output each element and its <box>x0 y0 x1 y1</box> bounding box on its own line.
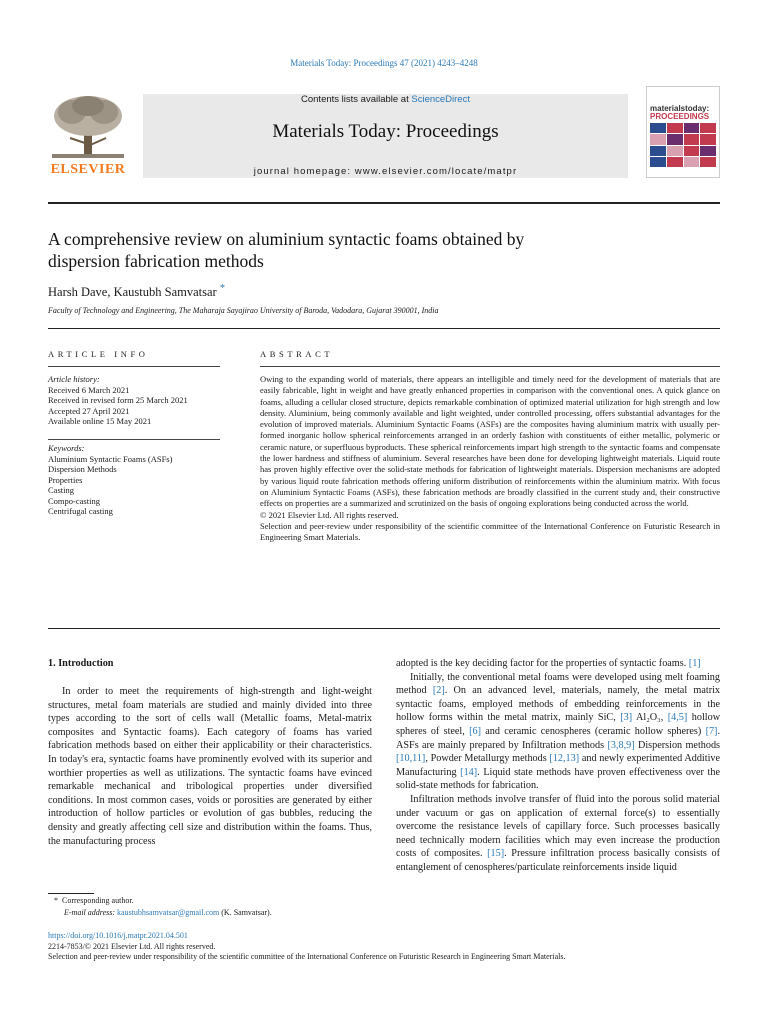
paper-title <box>48 228 668 272</box>
citation-link[interactable]: [4,5] <box>667 712 688 724</box>
cover-title-line-1: materialstoday: <box>650 104 710 113</box>
authors <box>48 283 225 300</box>
header-divider <box>48 202 720 204</box>
footer <box>48 931 565 963</box>
citation-link[interactable]: [6] <box>469 725 481 737</box>
abstract-heading: ABSTRACT <box>260 349 334 359</box>
keyword: Compo-casting <box>48 495 100 506</box>
citation-link[interactable]: [15] <box>487 848 505 860</box>
corresponding-author-mark[interactable]: * <box>219 283 226 294</box>
intro-paragraph <box>396 657 720 671</box>
cover-title-line-2: PROCEEDINGS <box>650 112 710 121</box>
email-label: E-mail address: <box>64 908 116 917</box>
doi-link[interactable]: https://doi.org/10.1016/j.matpr.2021.04.501 <box>48 931 188 940</box>
intro-text: Dispersion methods <box>637 739 721 751</box>
keyword: Centrifugal casting <box>48 506 113 516</box>
citation-link[interactable]: [12,13] <box>549 753 580 765</box>
abstract-body <box>260 374 720 543</box>
citation-link[interactable]: [1] <box>688 658 701 669</box>
intro-text: and newly experimented Additive Manufacturing <box>396 753 721 778</box>
title-line-2: dispersion fabrication methods <box>48 251 264 271</box>
email-link[interactable]: kaustubhsamvatsar@gmail.com <box>117 908 220 917</box>
elsevier-wordmark: ELSEVIER <box>50 162 126 177</box>
citation-link[interactable]: [10,11] <box>396 753 426 765</box>
history-item: Accepted 27 April 2021 <box>48 405 130 416</box>
journal-header-band <box>143 94 628 178</box>
history-item: Received in revised form 25 March 2021 <box>48 395 188 405</box>
citation-link[interactable]: [7] <box>705 725 718 737</box>
intro-text: hollow spheres of steel, <box>396 712 721 737</box>
intro-text: and ceramic cenospheres (ceramic hollow spheres) <box>485 725 702 737</box>
footer-peer-review: Selection and peer-review under responsibility of the scientific committee of the International Conference on Futuristic Research in Engineering Smart Materials. <box>48 952 566 961</box>
intro-text: Al₂O₃, <box>636 712 664 724</box>
contents-available <box>143 94 628 105</box>
journal-title: Materials Today: Proceedings <box>272 121 499 142</box>
footnote-corresponding: Corresponding author. <box>62 896 134 905</box>
issn-copyright: 2214-7853/© 2021 Elsevier Ltd. All rights reserved. <box>48 941 216 951</box>
article-history <box>48 374 220 427</box>
intro-text: . On an advanced level, materials, namely, the metal matrix syntactic foams, employed methods of embedding reinforcements in the hollow forms within the metal matrix, mainly SiC, <box>396 685 721 724</box>
abstract-divider <box>48 628 720 629</box>
sciencedirect-link[interactable]: ScienceDirect <box>411 94 470 105</box>
intro-text: Infiltration methods involve transfer of fluid into the porous solid material under vacuum or gas on application of external force(s) to essentially overcome the resistance levels of capillary force. Such processes basically need technically modern facilities which may even increase the production costs of composites. <box>396 793 720 860</box>
article-info-heading: ARTICLE INFO <box>48 349 149 359</box>
article-info-rule <box>48 366 220 367</box>
keywords <box>48 443 220 517</box>
citation-link[interactable]: [2] <box>432 685 445 697</box>
intro-right-column <box>396 657 720 875</box>
citation-link[interactable]: [14] <box>460 766 478 778</box>
history-label: Article history: <box>48 374 100 384</box>
keyword: Properties <box>48 474 83 485</box>
keyword: Dispersion Methods <box>48 464 117 474</box>
author-names: Harsh Dave, Kaustubh Samvatsar <box>48 285 217 300</box>
intro-text: Initially, the conventional metal foams were developed using melt foaming method <box>396 671 720 697</box>
abstract-text: Owing to the expanding world of materials, there appears an intelligible and timely need for the development of materials that are easily fabricable, light in weight and have greatly enhanced properties in comparison with the conventional ones. A quick glance on foams, alluding a cellular closed structure, depicts remarkable combination of optimized material utilization for high strength and low density. Aluminium, being commonly available and light weighted, under controlled processing, offers substantial advantages for the evolution of improved materials. Aluminium Syntactic Foams (ASFs) are the composites having aluminium matrix with usually per-formed inorganic hollow spherical reinforcements arranged in an orderly fashion with constituents of either metallic, polymeric or ceramic nature, or superfluous byproducts. These spherical reinforcements impart high strength to the syntactic foams and compensate the lower hardness and stiffness of aluminium. Several researches have been done for developing lightweight materials. Liquid route has proven highly effective over the solid-state methods for fabrication of lightweight materials. Dispersion mechanisms are adopted by various liquid route fabrication methods offering uniform distribution of reinforcements within the aluminium matrix. With focus on Aluminium Syntactic Foams (ASFs), these fabrication methods are broadly classified in the current study and, their constructive effects on properties are a summarized and scrutinized on the basis of ongoing explorations being conducted across the world. <box>260 374 720 509</box>
intro-text: . Pressure infiltration process basically consists of entanglement of cenospheres/particulate reinforcements inside liquid <box>396 848 720 873</box>
citation-link[interactable]: [3,8,9] <box>607 739 635 751</box>
elsevier-logo[interactable] <box>48 94 128 178</box>
tree-of-knowledge-icon <box>48 94 128 160</box>
corresponding-author-note <box>48 895 134 907</box>
journal-homepage[interactable]: journal homepage: www.elsevier.com/locate/matpr <box>253 166 518 177</box>
intro-paragraph: In order to meet the requirements of high-strength and light-weight structures, metal foam materials are studied and mainly divided into three types according to the sort of cells wall (Metallic foams, Metal-matrix composites and Syntactic foams). Each category of foams has varied fabrication methods based on either their applicability or their characteristics. In today's era, syntactic foams have prominently evolved with its superior and worthier properties as well as utilizations. The syntactic foams have evinced remarkable mechanical and tribological properties under diversified conditions. In most common cases, voids or porosities are generated by either introduction of hollow particles or evolution of gas bubbles, reducing the density and greatly affecting cell size and distribution within the foams. Thus, the manufacturing process <box>48 686 372 847</box>
intro-paragraph <box>396 793 720 875</box>
footnote-rule <box>48 893 94 894</box>
journal-cover-thumbnail[interactable] <box>646 86 720 178</box>
email-suffix: (K. Samvatsar). <box>221 908 272 917</box>
title-line-1: A comprehensive review on aluminium syntactic foams obtained by <box>48 229 525 249</box>
intro-text: . Liquid state methods have proven effectiveness over the solid-state methods for fabrication. <box>396 766 721 792</box>
keywords-label: Keywords: <box>48 443 85 453</box>
intro-text: . ASFs are mainly prepared by Infiltration methods <box>396 725 720 751</box>
abstract-rule <box>260 366 720 367</box>
keyword: Aluminium Syntactic Foams (ASFs) <box>48 453 173 464</box>
history-item: Available online 15 May 2021 <box>48 416 152 426</box>
citation-link[interactable]: [3] <box>620 712 633 724</box>
contents-prefix: Contents lists available at <box>301 94 412 105</box>
intro-text: , Powder Metallurgy methods <box>425 753 547 765</box>
keywords-rule <box>48 439 220 440</box>
cover-title <box>650 105 709 121</box>
keyword: Casting <box>48 485 74 495</box>
abstract-peer-review: Selection and peer-review under responsibility of the scientific committee of the International Conference on Futuristic Research in Engineering Smart Materials. <box>260 520 720 543</box>
history-item: Received 6 March 2021 <box>48 384 130 395</box>
section-heading-introduction: 1. Introduction <box>48 658 114 669</box>
intro-left-column <box>48 685 372 848</box>
abstract-copyright: © 2021 Elsevier Ltd. All rights reserved. <box>260 509 399 520</box>
intro-paragraph <box>396 671 720 793</box>
journal-reference[interactable]: Materials Today: Proceedings 47 (2021) 4243–4248 <box>290 58 478 68</box>
cover-image <box>650 123 716 167</box>
affiliation: Faculty of Technology and Engineering, The Maharaja Sayajirao University of Baroda, Vadodara, Gujarat 390001, India <box>48 306 439 315</box>
title-divider <box>48 328 720 329</box>
email-note <box>64 907 272 919</box>
intro-text: adopted is the key deciding factor for the properties of syntactic foams. <box>396 658 687 669</box>
footnote-mark: * <box>54 896 58 905</box>
